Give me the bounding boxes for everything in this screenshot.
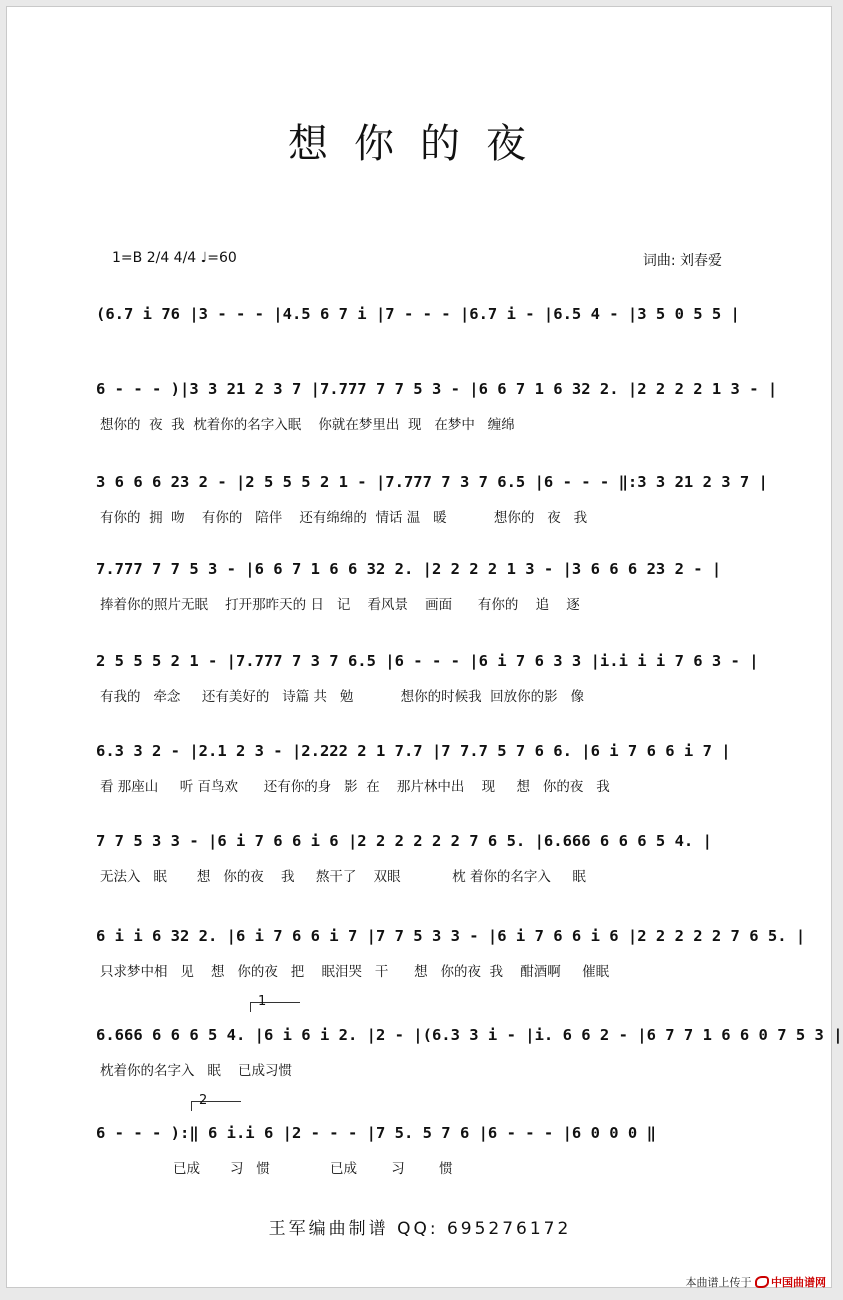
notes-line: 6.3 3 2 - |2.1 2 3 - |2.222 2 1 7.7 |7 7.7 5 7 6 6. |6 i 7 6 6 i 7 | — [96, 742, 731, 760]
site-logo-icon — [755, 1276, 769, 1288]
lyrics-line: 只求梦中相 见 想 你的夜 把 眠泪哭 干 想 你的夜 我 酣酒啊 催眠 — [100, 964, 610, 980]
notes-line: 7.777 7 7 5 3 - |6 6 7 1 6 6 32 2. |2 2 2 2 1 3 - |3 6 6 6 23 2 - | — [96, 560, 722, 578]
credits: 词曲: 刘春爱 — [642, 253, 722, 269]
lyrics-line: 看 那座山 听 百鸟欢 还有你的身 影 在 那片林中出 现 想 你的夜 我 — [100, 779, 610, 795]
site-name[interactable]: 中国曲谱网 — [771, 1276, 826, 1289]
notes-line: 7 7 5 3 3 - |6 i 7 6 6 i 6 |2 2 2 2 2 2 7 6 5. |6.666 6 6 6 5 4. | — [96, 832, 712, 850]
upload-credit: 本曲谱上传于 中国曲谱网 — [685, 1276, 826, 1289]
notes-line: 3 6 6 6 23 2 - |2 5 5 5 2 1 - |7.777 7 3 7 6.5 |6 - - - ‖:3 3 21 2 3 7 | — [96, 473, 768, 491]
notes-line: 6.666 6 6 6 5 4. |6 i 6 i 2. |2 - |(6.3 3 i - |i. 6 6 2 - |6 7 7 1 6 6 0 7 5 3 | — [96, 1026, 843, 1044]
lyrics-line: 无法入 眠 想 你的夜 我 熬干了 双眼 枕 着你的名字入 眠 — [100, 869, 586, 885]
score-page — [6, 6, 843, 1288]
lyrics-line: 有我的 牵念 还有美好的 诗篇 共 勉 想你的时候我 回放你的影 像 — [100, 689, 585, 705]
notes-line: 6 i i 6 32 2. |6 i 7 6 6 i 7 |7 7 5 3 3 - |6 i 7 6 6 i 6 |2 2 2 2 2 7 6 5. | — [96, 927, 806, 945]
notes-line: (6.7 i 76 |3 - - - |4.5 6 7 i |7 - - - |6.7 i - |6.5 4 - |3 5 0 5 5 | — [96, 305, 740, 323]
lyrics-line: 捧着你的照片无眠 打开那昨天的 日 记 看风景 画面 有你的 追 逐 — [100, 597, 580, 613]
lyrics-line: 有你的 拥 吻 有你的 陪伴 还有绵绵的 情话 温 暖 想你的 夜 我 — [100, 510, 588, 526]
lyrics-line: 已成 习 惯 已成 习 惯 — [100, 1161, 453, 1177]
key-tempo: 1=B 2/4 4/4 ♩=60 — [112, 250, 237, 266]
arranger-footer: 王军编曲制谱 QQ: 695276172 — [268, 1219, 572, 1239]
notes-line: 6 - - - )|3 3 21 2 3 7 |7.777 7 7 5 3 - |6 6 7 1 6 32 2. |2 2 2 2 1 3 - | — [96, 380, 778, 398]
lyrics-line: 枕着你的名字入 眠 已成习惯 — [100, 1063, 293, 1079]
notes-line: 6 - - - ):‖ 6 i.i 6 |2 - - - |7 5. 5 7 6 |6 - - - |6 0 0 0 ‖ — [96, 1124, 656, 1142]
lyrics-line: 想你的 夜 我 枕着你的名字入眠 你就在梦里出 现 在梦中 缠绵 — [100, 417, 515, 433]
notes-line: 2 5 5 5 2 1 - |7.777 7 3 7 6.5 |6 - - - |6 i 7 6 3 3 |i.i i i 7 6 3 - | — [96, 652, 759, 670]
song-title: 想你的夜 — [288, 121, 552, 167]
